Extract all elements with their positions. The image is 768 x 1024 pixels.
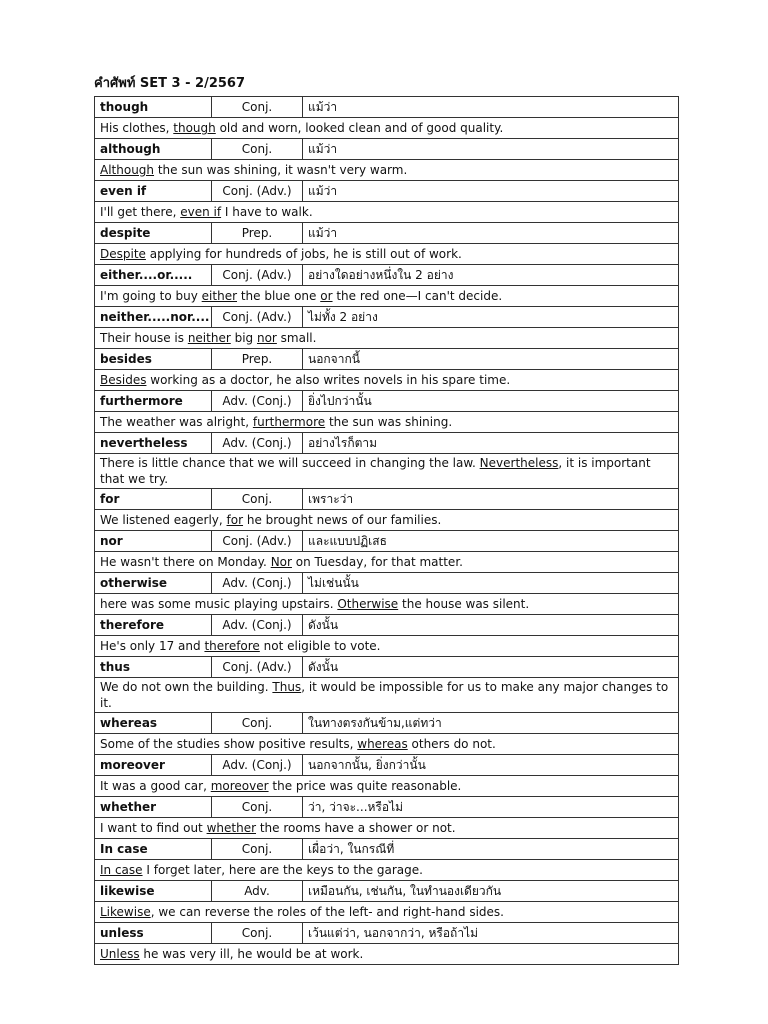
sentence-text: big xyxy=(230,331,257,345)
example-sentence xyxy=(95,776,679,797)
sentence-text: He's only 17 and xyxy=(100,639,205,653)
example-sentence xyxy=(95,286,679,307)
example-sentence xyxy=(95,244,679,265)
vocab-word: for xyxy=(95,489,212,510)
highlighted-word: even if xyxy=(180,205,222,219)
sentence-text: The weather was alright, xyxy=(100,415,253,429)
sentence-text: His clothes, xyxy=(100,121,174,135)
vocab-word: In case xyxy=(95,839,212,860)
example-sentence xyxy=(95,202,679,223)
vocab-entry-row xyxy=(95,97,679,118)
thai-meaning: นอกจากนั้น, ยิ่งกว่านั้น xyxy=(303,755,679,776)
sentence-text: I forget later, here are the keys to the garage. xyxy=(142,863,423,877)
highlighted-word: Nevertheless xyxy=(479,456,559,470)
thai-meaning: ดังนั้น xyxy=(303,615,679,636)
vocab-entry-row xyxy=(95,755,679,776)
example-row xyxy=(95,776,679,797)
sentence-text: the blue one xyxy=(237,289,321,303)
vocab-entry-row xyxy=(95,881,679,902)
example-row xyxy=(95,510,679,531)
thai-meaning: ในทางตรงกันข้าม,แต่ทว่า xyxy=(303,713,679,734)
vocab-entry-row xyxy=(95,923,679,944)
part-of-speech: Adv. (Conj.) xyxy=(212,755,303,776)
sentence-text: small. xyxy=(276,331,317,345)
sentence-text: he brought news of our families. xyxy=(243,513,442,527)
example-row xyxy=(95,244,679,265)
vocab-word: otherwise xyxy=(95,573,212,594)
sentence-text: I'll get there, xyxy=(100,205,181,219)
sentence-text: , it is important that we try. xyxy=(100,456,651,486)
sentence-text: others do not. xyxy=(407,737,496,751)
highlighted-word: or xyxy=(320,289,333,303)
part-of-speech: Adv. (Conj.) xyxy=(212,433,303,454)
sentence-text: the sun was shining. xyxy=(325,415,453,429)
example-row xyxy=(95,734,679,755)
highlighted-word: whether xyxy=(206,821,257,835)
example-sentence xyxy=(95,370,679,391)
vocab-entry-row xyxy=(95,265,679,286)
sentence-text: , we can reverse the roles of the left- and right-hand sides. xyxy=(150,905,504,919)
example-row xyxy=(95,370,679,391)
page-title: คำศัพท์ SET 3 - 2/2567 xyxy=(94,76,246,91)
sentence-text: I'm going to buy xyxy=(100,289,202,303)
example-row xyxy=(95,818,679,839)
sentence-text: on Tuesday, for that matter. xyxy=(291,555,463,569)
example-row xyxy=(95,286,679,307)
part-of-speech: Adv. (Conj.) xyxy=(212,391,303,412)
vocab-word: either....or..... xyxy=(95,265,212,286)
sentence-text: the sun was shining, it wasn't very warm. xyxy=(154,163,408,177)
thai-meaning: ดังนั้น xyxy=(303,657,679,678)
example-sentence xyxy=(95,860,679,881)
part-of-speech: Conj. xyxy=(212,839,303,860)
vocab-word: though xyxy=(95,97,212,118)
sentence-text: , it would be impossible for us to make any major changes to it. xyxy=(100,680,669,710)
example-sentence xyxy=(95,944,679,965)
example-row xyxy=(95,678,679,713)
thai-meaning: นอกจากนี้ xyxy=(303,349,679,370)
example-sentence xyxy=(95,818,679,839)
example-sentence xyxy=(95,734,679,755)
vocab-word: unless xyxy=(95,923,212,944)
part-of-speech: Conj. xyxy=(212,923,303,944)
highlighted-word: moreover xyxy=(210,779,269,793)
highlighted-word: either xyxy=(201,289,238,303)
part-of-speech: Conj. xyxy=(212,139,303,160)
vocab-entry-row xyxy=(95,573,679,594)
example-row xyxy=(95,552,679,573)
thai-meaning: เว้นแต่ว่า, นอกจากว่า, หรือถ้าไม่ xyxy=(303,923,679,944)
sentence-text: There is little chance that we will succeed in changing the law. xyxy=(100,456,480,470)
highlighted-word: though xyxy=(173,121,216,135)
part-of-speech: Adv. (Conj.) xyxy=(212,615,303,636)
vocab-word: whereas xyxy=(95,713,212,734)
thai-meaning: ไม่ทั้ง 2 อย่าง xyxy=(303,307,679,328)
sentence-text: working as a doctor, he also writes novels in his spare time. xyxy=(146,373,511,387)
highlighted-word: nor xyxy=(256,331,277,345)
vocab-entry-row xyxy=(95,797,679,818)
vocab-word: thus xyxy=(95,657,212,678)
highlighted-word: Likewise xyxy=(100,905,151,919)
vocab-word: even if xyxy=(95,181,212,202)
sentence-text: Their house is xyxy=(100,331,188,345)
example-sentence xyxy=(95,594,679,615)
sentence-text: old and worn, looked clean and of good quality. xyxy=(215,121,504,135)
vocab-word: furthermore xyxy=(95,391,212,412)
thai-meaning: อย่างใดอย่างหนึ่งใน 2 อย่าง xyxy=(303,265,679,286)
vocab-word: although xyxy=(95,139,212,160)
vocab-entry-row xyxy=(95,307,679,328)
example-row xyxy=(95,944,679,965)
highlighted-word: In case xyxy=(100,863,143,877)
highlighted-word: Unless xyxy=(100,947,140,961)
example-sentence xyxy=(95,678,679,713)
sentence-text: I have to walk. xyxy=(221,205,313,219)
sentence-text: here was some music playing upstairs. xyxy=(100,597,338,611)
example-sentence xyxy=(95,160,679,181)
highlighted-word: furthermore xyxy=(252,415,326,429)
thai-meaning: แม้ว่า xyxy=(303,139,679,160)
part-of-speech: Conj. xyxy=(212,713,303,734)
example-sentence xyxy=(95,552,679,573)
highlighted-word: Despite xyxy=(100,247,146,261)
example-row xyxy=(95,328,679,349)
sentence-text: the house was silent. xyxy=(398,597,530,611)
part-of-speech: Conj. (Adv.) xyxy=(212,307,303,328)
vocab-word: besides xyxy=(95,349,212,370)
sentence-text: the rooms have a shower or not. xyxy=(256,821,456,835)
example-sentence xyxy=(95,454,679,489)
thai-meaning: ไม่เช่นนั้น xyxy=(303,573,679,594)
vocab-entry-row xyxy=(95,713,679,734)
example-sentence xyxy=(95,118,679,139)
highlighted-word: Besides xyxy=(100,373,147,387)
part-of-speech: Adv. (Conj.) xyxy=(212,573,303,594)
sentence-text: applying for hundreds of jobs, he is still out of work. xyxy=(145,247,462,261)
example-sentence xyxy=(95,328,679,349)
part-of-speech: Conj. (Adv.) xyxy=(212,657,303,678)
sentence-text: He wasn't there on Monday. xyxy=(100,555,271,569)
highlighted-word: Although xyxy=(100,163,155,177)
vocab-entry-row xyxy=(95,349,679,370)
vocab-word: despite xyxy=(95,223,212,244)
part-of-speech: Conj. xyxy=(212,97,303,118)
thai-meaning: และแบบปฏิเสธ xyxy=(303,531,679,552)
sentence-text: It was a good car, xyxy=(100,779,211,793)
part-of-speech: Adv. xyxy=(212,881,303,902)
highlighted-word: Thus xyxy=(272,680,302,694)
vocab-word: neither.....nor.... xyxy=(95,307,212,328)
thai-meaning: เพราะว่า xyxy=(303,489,679,510)
vocab-entry-row xyxy=(95,615,679,636)
sentence-text: the price was quite reasonable. xyxy=(268,779,462,793)
vocab-entry-row xyxy=(95,839,679,860)
example-sentence xyxy=(95,412,679,433)
sentence-text: We listened eagerly, xyxy=(100,513,227,527)
example-row xyxy=(95,454,679,489)
sentence-text: I want to find out xyxy=(100,821,207,835)
sentence-text: the red one—I can't decide. xyxy=(332,289,503,303)
example-row xyxy=(95,202,679,223)
example-row xyxy=(95,636,679,657)
part-of-speech: Prep. xyxy=(212,223,303,244)
highlighted-word: neither xyxy=(187,331,231,345)
vocab-entry-row xyxy=(95,489,679,510)
highlighted-word: whereas xyxy=(357,737,408,751)
thai-meaning: อย่างไรก็ตาม xyxy=(303,433,679,454)
example-sentence xyxy=(95,636,679,657)
highlighted-word: Otherwise xyxy=(337,597,399,611)
vocab-entry-row xyxy=(95,391,679,412)
sentence-text: not eligible to vote. xyxy=(259,639,381,653)
vocab-entry-row xyxy=(95,657,679,678)
thai-meaning: ยิ่งไปกว่านั้น xyxy=(303,391,679,412)
highlighted-word: therefore xyxy=(204,639,260,653)
thai-meaning: แม้ว่า xyxy=(303,181,679,202)
thai-meaning: แม้ว่า xyxy=(303,223,679,244)
vocabulary-table xyxy=(94,96,679,965)
part-of-speech: Conj. (Adv.) xyxy=(212,531,303,552)
vocab-word: nor xyxy=(95,531,212,552)
highlighted-word: for xyxy=(226,513,244,527)
example-row xyxy=(95,594,679,615)
thai-meaning: ว่า, ว่าจะ...หรือไม่ xyxy=(303,797,679,818)
part-of-speech: Conj. xyxy=(212,489,303,510)
thai-meaning: เหมือนกัน, เช่นกัน, ในทำนองเดียวกัน xyxy=(303,881,679,902)
vocab-word: nevertheless xyxy=(95,433,212,454)
example-row xyxy=(95,860,679,881)
highlighted-word: Nor xyxy=(270,555,292,569)
part-of-speech: Conj. (Adv.) xyxy=(212,181,303,202)
sentence-text: We do not own the building. xyxy=(100,680,273,694)
example-row xyxy=(95,160,679,181)
vocab-word: moreover xyxy=(95,755,212,776)
vocab-word: therefore xyxy=(95,615,212,636)
example-row xyxy=(95,902,679,923)
vocab-entry-row xyxy=(95,433,679,454)
thai-meaning: แม้ว่า xyxy=(303,97,679,118)
part-of-speech: Conj. (Adv.) xyxy=(212,265,303,286)
part-of-speech: Prep. xyxy=(212,349,303,370)
example-row xyxy=(95,118,679,139)
vocab-word: likewise xyxy=(95,881,212,902)
example-row xyxy=(95,412,679,433)
example-sentence xyxy=(95,902,679,923)
vocab-entry-row xyxy=(95,223,679,244)
example-sentence xyxy=(95,510,679,531)
vocab-entry-row xyxy=(95,531,679,552)
sentence-text: he was very ill, he would be at work. xyxy=(139,947,364,961)
sentence-text: Some of the studies show positive results, xyxy=(100,737,358,751)
vocab-word: whether xyxy=(95,797,212,818)
part-of-speech: Conj. xyxy=(212,797,303,818)
thai-meaning: เผื่อว่า, ในกรณีที่ xyxy=(303,839,679,860)
vocab-entry-row xyxy=(95,139,679,160)
vocab-entry-row xyxy=(95,181,679,202)
